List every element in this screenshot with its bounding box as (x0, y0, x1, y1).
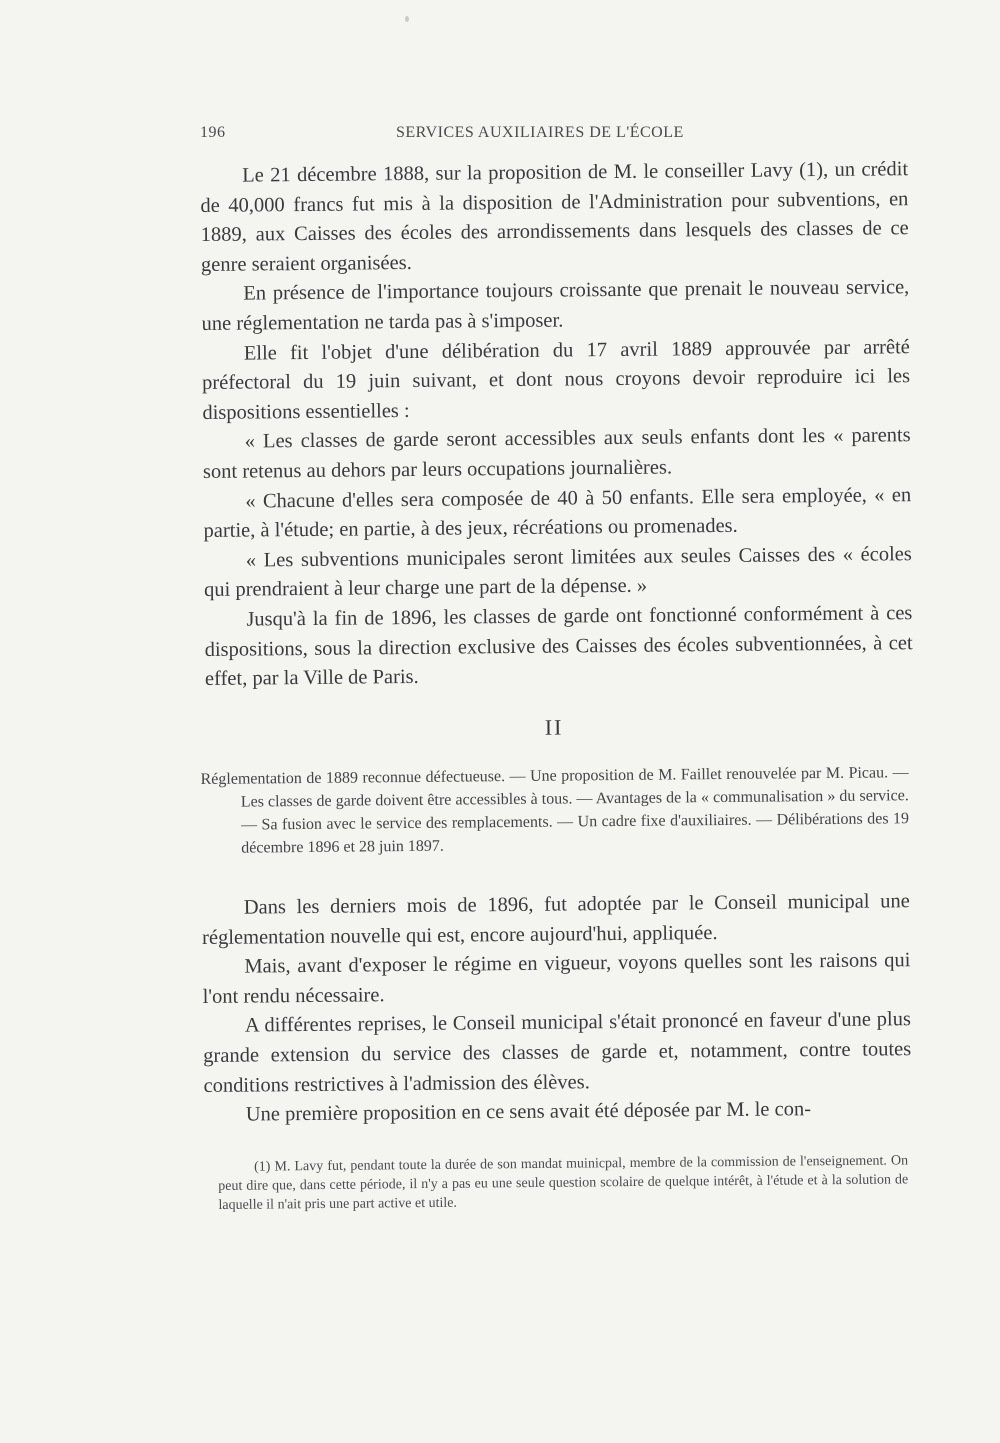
paragraph: Elle fit l'objet d'une délibération du 17 avril 1889 approuvée par arrêté préfectoral du 19 juin suivant, et dont nous croyons devoir reproduire ici les dispositions essentielles : (202, 335, 911, 424)
paragraph: En présence de l'importance toujours croissante que prenait le nouveau service, une réglementation ne tarda pas à s'imposer. (201, 276, 910, 335)
section-numeral: II (544, 714, 564, 740)
paper-speck (405, 16, 409, 22)
paragraph: Dans les derniers mois de 1896, fut adoptée par le Conseil municipal une réglementation nouvelle qui est, encore aujourd'hui, appliquée. (202, 890, 910, 949)
paragraph: Jusqu'à la fin de 1896, les classes de garde ont fonctionné conformément à ces dispositions, sous la direction exclusive des Caisses des écoles subventionnées, à cet effet, par la Ville de Paris. (204, 602, 913, 691)
paragraph: Une première proposition en ce sens avait été déposée par M. le con- (245, 1098, 812, 1126)
page-number: 196 (200, 124, 226, 141)
page-header (200, 124, 720, 148)
quoted-paragraph: « Les subventions municipales seront limitées aux seules Caisses des « écoles qui prendraient à leur charge une part de la dépense. » (204, 542, 912, 602)
quoted-paragraph: « Les classes de garde seront accessibles aux seuls enfants dont les « parents sont retenus au dehors par leurs occupations journalières. (202, 424, 911, 483)
paragraph: Le 21 décembre 1888, sur la proposition de M. le conseiller Lavy (1), un crédit de 40,000 francs fut mis à la disposition de l'Administration pour subventions, en 1889, aux Caisses des écoles des arrondissements dans lesquels des classes de ce genre seraient organisées. (200, 158, 909, 276)
footnote-text: (1) M. Lavy fut, pendant toute la durée de son mandat muinicpal, membre de la commission de l'enseignement. On peut dire que, dans cette période, il n'y a pas eu une seule question scolaire de quelque intérêt, à l'étude et à la solution de laquelle il n'ait pris une part active et utile. (218, 1153, 909, 1213)
section-ii (200, 711, 912, 1131)
body-text (200, 155, 913, 694)
running-title: SERVICES AUXILIAIRES DE L'ÉCOLE (396, 124, 684, 141)
section-summary: Réglementation de 1889 reconnue défectueuse. — Une proposition de M. Faillet renouvelée par M. Picau. — Les classes de garde doivent être accessibles à tous. — Avantages de la « communalisation » du service. — Sa fusion avec le service des remplacements. — Un cadre fixe d'auxiliaires. — Délibérations des 19 décembre 1896 et 28 juin 1897. (200, 764, 910, 857)
paragraph: A différentes reprises, le Conseil municipal s'était prononcé en faveur d'une plus grande extension du service des classes de garde et, notamment, contre toutes conditions restrictives à l'admission des élèves. (203, 1008, 912, 1097)
paragraph: Mais, avant d'exposer le régime en vigueur, voyons quelles sont les raisons qui l'ont rendu nécessaire. (202, 949, 911, 1008)
footnote (218, 1151, 909, 1215)
quoted-paragraph: « Chacune d'elles sera composée de 40 à 50 enfants. Elle sera employée, « en partie, à l'étude; en partie, à des jeux, récréations ou promenades. (203, 483, 912, 543)
section-text (202, 887, 912, 1131)
